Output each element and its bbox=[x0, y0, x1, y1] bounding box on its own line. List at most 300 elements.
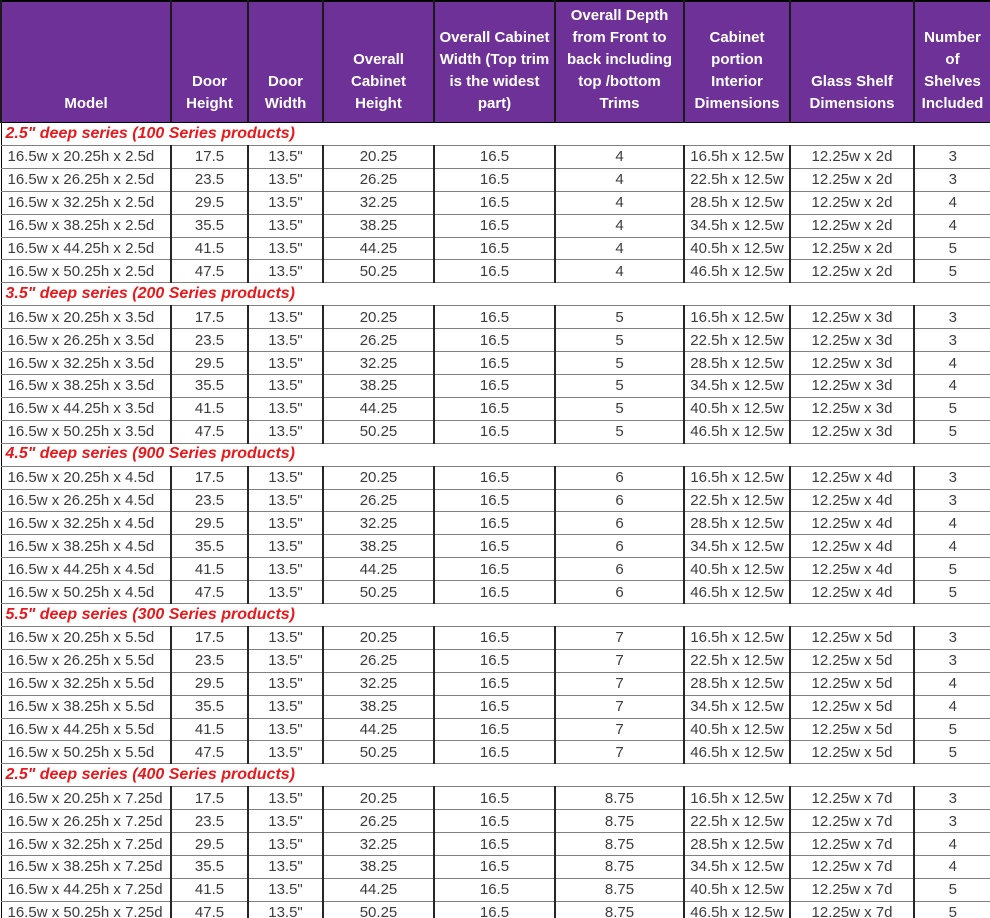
cell-overall-cabinet-width: 16.5 bbox=[434, 352, 555, 375]
cell-overall-cabinet-height: 44.25 bbox=[323, 397, 434, 420]
cell-overall-cabinet-height: 44.25 bbox=[323, 237, 434, 260]
cell-door-height: 29.5 bbox=[171, 833, 248, 856]
cell-overall-depth: 5 bbox=[555, 375, 684, 398]
cell-overall-cabinet-width: 16.5 bbox=[434, 260, 555, 283]
table-row bbox=[1, 168, 990, 191]
cell-overall-cabinet-width: 16.5 bbox=[434, 397, 555, 420]
cell-overall-cabinet-height: 26.25 bbox=[323, 649, 434, 672]
cell-door-width: 13.5" bbox=[248, 741, 323, 764]
cell-shelves-included: 4 bbox=[914, 856, 990, 879]
cell-door-height: 41.5 bbox=[171, 237, 248, 260]
cell-overall-cabinet-width: 16.5 bbox=[434, 695, 555, 718]
cell-door-height: 35.5 bbox=[171, 856, 248, 879]
table-row bbox=[1, 420, 990, 443]
table-row bbox=[1, 260, 990, 283]
section-title: 2.5" deep series (400 Series products) bbox=[1, 764, 990, 787]
cell-glass-shelf-dimensions: 12.25w x 2d bbox=[790, 191, 914, 214]
cell-overall-cabinet-height: 50.25 bbox=[323, 420, 434, 443]
cell-overall-cabinet-width: 16.5 bbox=[434, 214, 555, 237]
cell-overall-cabinet-width: 16.5 bbox=[434, 489, 555, 512]
cell-glass-shelf-dimensions: 12.25w x 2d bbox=[790, 237, 914, 260]
section-header-row bbox=[1, 283, 990, 306]
cell-shelves-included: 4 bbox=[914, 695, 990, 718]
cell-glass-shelf-dimensions: 12.25w x 7d bbox=[790, 901, 914, 918]
table-row bbox=[1, 833, 990, 856]
cell-shelves-included: 5 bbox=[914, 581, 990, 604]
cell-overall-cabinet-height: 38.25 bbox=[323, 695, 434, 718]
cell-door-height: 29.5 bbox=[171, 352, 248, 375]
cell-shelves-included: 4 bbox=[914, 375, 990, 398]
cell-interior-dimensions: 28.5h x 12.5w bbox=[684, 512, 790, 535]
cell-interior-dimensions: 16.5h x 12.5w bbox=[684, 146, 790, 169]
section-header-row bbox=[1, 764, 990, 787]
cell-model: 16.5w x 26.25h x 2.5d bbox=[1, 168, 171, 191]
cell-overall-cabinet-height: 32.25 bbox=[323, 191, 434, 214]
cell-door-width: 13.5" bbox=[248, 352, 323, 375]
cell-door-width: 13.5" bbox=[248, 306, 323, 329]
cell-overall-cabinet-width: 16.5 bbox=[434, 466, 555, 489]
cell-door-height: 47.5 bbox=[171, 901, 248, 918]
section-title: 4.5" deep series (900 Series products) bbox=[1, 443, 990, 466]
table-row bbox=[1, 535, 990, 558]
cell-overall-cabinet-width: 16.5 bbox=[434, 420, 555, 443]
cell-interior-dimensions: 22.5h x 12.5w bbox=[684, 649, 790, 672]
table-row bbox=[1, 649, 990, 672]
cell-model: 16.5w x 50.25h x 3.5d bbox=[1, 420, 171, 443]
cell-door-width: 13.5" bbox=[248, 833, 323, 856]
cell-overall-cabinet-height: 38.25 bbox=[323, 375, 434, 398]
cell-door-width: 13.5" bbox=[248, 901, 323, 918]
cell-overall-cabinet-width: 16.5 bbox=[434, 741, 555, 764]
cell-overall-cabinet-height: 26.25 bbox=[323, 329, 434, 352]
cell-door-width: 13.5" bbox=[248, 397, 323, 420]
cell-interior-dimensions: 46.5h x 12.5w bbox=[684, 581, 790, 604]
cell-interior-dimensions: 22.5h x 12.5w bbox=[684, 329, 790, 352]
cell-overall-depth: 7 bbox=[555, 718, 684, 741]
cell-overall-depth: 4 bbox=[555, 168, 684, 191]
cell-glass-shelf-dimensions: 12.25w x 7d bbox=[790, 856, 914, 879]
cell-door-height: 23.5 bbox=[171, 329, 248, 352]
section-title: 3.5" deep series (200 Series products) bbox=[1, 283, 990, 306]
cell-interior-dimensions: 34.5h x 12.5w bbox=[684, 856, 790, 879]
cell-door-height: 23.5 bbox=[171, 649, 248, 672]
cell-overall-cabinet-width: 16.5 bbox=[434, 581, 555, 604]
cell-shelves-included: 4 bbox=[914, 191, 990, 214]
section-header-row bbox=[1, 443, 990, 466]
table-row bbox=[1, 627, 990, 650]
table-row bbox=[1, 329, 990, 352]
cell-overall-cabinet-height: 50.25 bbox=[323, 901, 434, 918]
cell-door-width: 13.5" bbox=[248, 466, 323, 489]
cell-door-height: 47.5 bbox=[171, 260, 248, 283]
cell-glass-shelf-dimensions: 12.25w x 2d bbox=[790, 146, 914, 169]
cell-glass-shelf-dimensions: 12.25w x 3d bbox=[790, 375, 914, 398]
cell-interior-dimensions: 46.5h x 12.5w bbox=[684, 741, 790, 764]
cell-door-height: 47.5 bbox=[171, 420, 248, 443]
cell-interior-dimensions: 16.5h x 12.5w bbox=[684, 627, 790, 650]
table-row bbox=[1, 214, 990, 237]
cell-door-height: 17.5 bbox=[171, 627, 248, 650]
cell-overall-cabinet-height: 32.25 bbox=[323, 833, 434, 856]
cell-glass-shelf-dimensions: 12.25w x 5d bbox=[790, 741, 914, 764]
cell-overall-cabinet-width: 16.5 bbox=[434, 306, 555, 329]
cell-model: 16.5w x 50.25h x 5.5d bbox=[1, 741, 171, 764]
cell-overall-depth: 8.75 bbox=[555, 833, 684, 856]
cell-shelves-included: 3 bbox=[914, 649, 990, 672]
cell-overall-cabinet-height: 44.25 bbox=[323, 718, 434, 741]
cell-overall-cabinet-width: 16.5 bbox=[434, 146, 555, 169]
cell-overall-depth: 5 bbox=[555, 397, 684, 420]
cell-door-width: 13.5" bbox=[248, 535, 323, 558]
cell-door-width: 13.5" bbox=[248, 856, 323, 879]
cell-overall-cabinet-height: 32.25 bbox=[323, 512, 434, 535]
cell-shelves-included: 5 bbox=[914, 558, 990, 581]
cell-model: 16.5w x 44.25h x 2.5d bbox=[1, 237, 171, 260]
cell-model: 16.5w x 44.25h x 4.5d bbox=[1, 558, 171, 581]
table-row bbox=[1, 901, 990, 918]
cell-overall-depth: 6 bbox=[555, 512, 684, 535]
cell-interior-dimensions: 34.5h x 12.5w bbox=[684, 695, 790, 718]
cell-overall-cabinet-width: 16.5 bbox=[434, 787, 555, 810]
section-title: 2.5" deep series (100 Series products) bbox=[1, 123, 990, 146]
table-header bbox=[1, 1, 990, 123]
cell-glass-shelf-dimensions: 12.25w x 5d bbox=[790, 627, 914, 650]
cell-shelves-included: 5 bbox=[914, 237, 990, 260]
cell-shelves-included: 3 bbox=[914, 329, 990, 352]
table-row bbox=[1, 856, 990, 879]
header-row bbox=[1, 1, 990, 123]
cell-door-width: 13.5" bbox=[248, 627, 323, 650]
cell-door-width: 13.5" bbox=[248, 237, 323, 260]
cell-shelves-included: 3 bbox=[914, 787, 990, 810]
cell-glass-shelf-dimensions: 12.25w x 3d bbox=[790, 420, 914, 443]
cell-shelves-included: 3 bbox=[914, 146, 990, 169]
cell-interior-dimensions: 28.5h x 12.5w bbox=[684, 833, 790, 856]
cell-model: 16.5w x 44.25h x 5.5d bbox=[1, 718, 171, 741]
cell-overall-cabinet-width: 16.5 bbox=[434, 512, 555, 535]
table-row bbox=[1, 306, 990, 329]
cell-glass-shelf-dimensions: 12.25w x 3d bbox=[790, 352, 914, 375]
cell-shelves-included: 5 bbox=[914, 718, 990, 741]
cell-shelves-included: 4 bbox=[914, 672, 990, 695]
cell-overall-depth: 4 bbox=[555, 214, 684, 237]
cell-overall-cabinet-height: 44.25 bbox=[323, 558, 434, 581]
cell-model: 16.5w x 44.25h x 3.5d bbox=[1, 397, 171, 420]
column-header-door-height: Door Height bbox=[171, 1, 248, 123]
cell-door-width: 13.5" bbox=[248, 558, 323, 581]
cell-interior-dimensions: 40.5h x 12.5w bbox=[684, 878, 790, 901]
cell-door-width: 13.5" bbox=[248, 191, 323, 214]
cell-overall-cabinet-height: 38.25 bbox=[323, 856, 434, 879]
cell-interior-dimensions: 16.5h x 12.5w bbox=[684, 787, 790, 810]
cell-door-height: 35.5 bbox=[171, 214, 248, 237]
cell-overall-depth: 6 bbox=[555, 581, 684, 604]
cell-glass-shelf-dimensions: 12.25w x 4d bbox=[790, 512, 914, 535]
cell-interior-dimensions: 28.5h x 12.5w bbox=[684, 191, 790, 214]
cell-door-height: 23.5 bbox=[171, 489, 248, 512]
cell-door-height: 41.5 bbox=[171, 397, 248, 420]
cell-overall-cabinet-width: 16.5 bbox=[434, 535, 555, 558]
cell-door-width: 13.5" bbox=[248, 329, 323, 352]
cell-door-height: 41.5 bbox=[171, 558, 248, 581]
cell-door-width: 13.5" bbox=[248, 672, 323, 695]
cell-interior-dimensions: 40.5h x 12.5w bbox=[684, 397, 790, 420]
cell-interior-dimensions: 46.5h x 12.5w bbox=[684, 420, 790, 443]
cell-interior-dimensions: 40.5h x 12.5w bbox=[684, 558, 790, 581]
cell-glass-shelf-dimensions: 12.25w x 3d bbox=[790, 397, 914, 420]
table-row bbox=[1, 741, 990, 764]
cell-door-width: 13.5" bbox=[248, 649, 323, 672]
column-header-interior-dimensions: Cabinet portion Interior Dimensions bbox=[684, 1, 790, 123]
cell-overall-cabinet-height: 50.25 bbox=[323, 260, 434, 283]
cell-interior-dimensions: 16.5h x 12.5w bbox=[684, 466, 790, 489]
table-row bbox=[1, 489, 990, 512]
cell-shelves-included: 5 bbox=[914, 741, 990, 764]
cell-overall-cabinet-width: 16.5 bbox=[434, 878, 555, 901]
cell-shelves-included: 3 bbox=[914, 306, 990, 329]
cell-interior-dimensions: 22.5h x 12.5w bbox=[684, 168, 790, 191]
table-row bbox=[1, 695, 990, 718]
cell-model: 16.5w x 38.25h x 3.5d bbox=[1, 375, 171, 398]
cell-door-height: 17.5 bbox=[171, 306, 248, 329]
cell-door-height: 17.5 bbox=[171, 466, 248, 489]
cell-model: 16.5w x 26.25h x 3.5d bbox=[1, 329, 171, 352]
cell-overall-depth: 5 bbox=[555, 420, 684, 443]
cell-door-width: 13.5" bbox=[248, 787, 323, 810]
cell-model: 16.5w x 50.25h x 4.5d bbox=[1, 581, 171, 604]
column-header-door-width: Door Width bbox=[248, 1, 323, 123]
cell-overall-cabinet-width: 16.5 bbox=[434, 375, 555, 398]
cell-model: 16.5w x 38.25h x 4.5d bbox=[1, 535, 171, 558]
cell-glass-shelf-dimensions: 12.25w x 2d bbox=[790, 214, 914, 237]
table-row bbox=[1, 787, 990, 810]
table-row bbox=[1, 810, 990, 833]
cell-overall-depth: 7 bbox=[555, 649, 684, 672]
cell-overall-depth: 7 bbox=[555, 741, 684, 764]
cell-shelves-included: 4 bbox=[914, 512, 990, 535]
cell-glass-shelf-dimensions: 12.25w x 4d bbox=[790, 581, 914, 604]
cell-overall-cabinet-height: 26.25 bbox=[323, 489, 434, 512]
cell-door-width: 13.5" bbox=[248, 375, 323, 398]
cell-door-width: 13.5" bbox=[248, 695, 323, 718]
cell-glass-shelf-dimensions: 12.25w x 2d bbox=[790, 168, 914, 191]
cell-model: 16.5w x 38.25h x 2.5d bbox=[1, 214, 171, 237]
cell-overall-depth: 6 bbox=[555, 558, 684, 581]
cell-overall-depth: 8.75 bbox=[555, 901, 684, 918]
cell-interior-dimensions: 46.5h x 12.5w bbox=[684, 901, 790, 918]
cell-shelves-included: 3 bbox=[914, 810, 990, 833]
cell-model: 16.5w x 20.25h x 2.5d bbox=[1, 146, 171, 169]
cell-overall-cabinet-width: 16.5 bbox=[434, 191, 555, 214]
cell-model: 16.5w x 26.25h x 4.5d bbox=[1, 489, 171, 512]
cell-interior-dimensions: 34.5h x 12.5w bbox=[684, 375, 790, 398]
cell-model: 16.5w x 20.25h x 5.5d bbox=[1, 627, 171, 650]
cell-model: 16.5w x 50.25h x 7.25d bbox=[1, 901, 171, 918]
cell-overall-cabinet-height: 26.25 bbox=[323, 168, 434, 191]
cell-glass-shelf-dimensions: 12.25w x 3d bbox=[790, 329, 914, 352]
cell-glass-shelf-dimensions: 12.25w x 5d bbox=[790, 672, 914, 695]
cell-shelves-included: 4 bbox=[914, 352, 990, 375]
cell-overall-cabinet-width: 16.5 bbox=[434, 901, 555, 918]
cell-overall-depth: 8.75 bbox=[555, 810, 684, 833]
cell-shelves-included: 3 bbox=[914, 489, 990, 512]
cell-model: 16.5w x 32.25h x 2.5d bbox=[1, 191, 171, 214]
cell-glass-shelf-dimensions: 12.25w x 5d bbox=[790, 649, 914, 672]
column-header-overall-depth: Overall Depth from Front to back including top /bottom Trims bbox=[555, 1, 684, 123]
column-header-overall-cabinet-width: Overall Cabinet Width (Top trim is the widest part) bbox=[434, 1, 555, 123]
cell-shelves-included: 5 bbox=[914, 420, 990, 443]
cell-overall-cabinet-height: 50.25 bbox=[323, 581, 434, 604]
cell-glass-shelf-dimensions: 12.25w x 7d bbox=[790, 833, 914, 856]
table-row bbox=[1, 146, 990, 169]
cell-interior-dimensions: 22.5h x 12.5w bbox=[684, 810, 790, 833]
cell-overall-cabinet-width: 16.5 bbox=[434, 649, 555, 672]
table-row bbox=[1, 397, 990, 420]
cell-model: 16.5w x 20.25h x 3.5d bbox=[1, 306, 171, 329]
column-header-model: Model bbox=[1, 1, 171, 123]
cell-overall-depth: 7 bbox=[555, 672, 684, 695]
cell-door-height: 29.5 bbox=[171, 672, 248, 695]
cell-door-width: 13.5" bbox=[248, 512, 323, 535]
cell-door-height: 29.5 bbox=[171, 512, 248, 535]
cell-overall-depth: 8.75 bbox=[555, 787, 684, 810]
cell-door-width: 13.5" bbox=[248, 420, 323, 443]
cell-glass-shelf-dimensions: 12.25w x 3d bbox=[790, 306, 914, 329]
cell-shelves-included: 4 bbox=[914, 214, 990, 237]
cell-shelves-included: 5 bbox=[914, 878, 990, 901]
cell-overall-cabinet-height: 20.25 bbox=[323, 627, 434, 650]
table-row bbox=[1, 718, 990, 741]
cell-overall-depth: 5 bbox=[555, 306, 684, 329]
section-header-row bbox=[1, 604, 990, 627]
cell-shelves-included: 3 bbox=[914, 168, 990, 191]
cell-door-width: 13.5" bbox=[248, 878, 323, 901]
cell-model: 16.5w x 38.25h x 5.5d bbox=[1, 695, 171, 718]
cell-door-width: 13.5" bbox=[248, 581, 323, 604]
cell-door-height: 47.5 bbox=[171, 741, 248, 764]
cell-overall-depth: 8.75 bbox=[555, 878, 684, 901]
cell-overall-depth: 8.75 bbox=[555, 856, 684, 879]
cell-overall-depth: 5 bbox=[555, 352, 684, 375]
cell-overall-cabinet-height: 38.25 bbox=[323, 535, 434, 558]
cell-door-height: 17.5 bbox=[171, 146, 248, 169]
cell-overall-depth: 6 bbox=[555, 466, 684, 489]
cell-glass-shelf-dimensions: 12.25w x 5d bbox=[790, 718, 914, 741]
cell-model: 16.5w x 32.25h x 3.5d bbox=[1, 352, 171, 375]
cell-glass-shelf-dimensions: 12.25w x 2d bbox=[790, 260, 914, 283]
cell-door-height: 35.5 bbox=[171, 695, 248, 718]
cell-overall-cabinet-height: 50.25 bbox=[323, 741, 434, 764]
cell-door-height: 17.5 bbox=[171, 787, 248, 810]
cell-glass-shelf-dimensions: 12.25w x 7d bbox=[790, 787, 914, 810]
section-title: 5.5" deep series (300 Series products) bbox=[1, 604, 990, 627]
cell-door-height: 35.5 bbox=[171, 535, 248, 558]
cell-overall-cabinet-width: 16.5 bbox=[434, 718, 555, 741]
cell-overall-cabinet-width: 16.5 bbox=[434, 627, 555, 650]
cell-overall-depth: 5 bbox=[555, 329, 684, 352]
cell-glass-shelf-dimensions: 12.25w x 4d bbox=[790, 489, 914, 512]
cell-overall-depth: 7 bbox=[555, 627, 684, 650]
cell-overall-cabinet-height: 20.25 bbox=[323, 466, 434, 489]
cell-glass-shelf-dimensions: 12.25w x 4d bbox=[790, 466, 914, 489]
cell-glass-shelf-dimensions: 12.25w x 7d bbox=[790, 878, 914, 901]
column-header-overall-cabinet-height: Overall Cabinet Height bbox=[323, 1, 434, 123]
table-row bbox=[1, 352, 990, 375]
column-header-shelves-included: Number of Shelves Included bbox=[914, 1, 990, 123]
cell-overall-cabinet-height: 32.25 bbox=[323, 352, 434, 375]
cell-model: 16.5w x 32.25h x 5.5d bbox=[1, 672, 171, 695]
cell-door-height: 41.5 bbox=[171, 878, 248, 901]
cell-door-height: 41.5 bbox=[171, 718, 248, 741]
cell-overall-cabinet-width: 16.5 bbox=[434, 833, 555, 856]
cell-interior-dimensions: 34.5h x 12.5w bbox=[684, 214, 790, 237]
cell-model: 16.5w x 44.25h x 7.25d bbox=[1, 878, 171, 901]
cell-interior-dimensions: 46.5h x 12.5w bbox=[684, 260, 790, 283]
cell-shelves-included: 3 bbox=[914, 466, 990, 489]
cell-overall-depth: 4 bbox=[555, 191, 684, 214]
cell-door-width: 13.5" bbox=[248, 810, 323, 833]
table-row bbox=[1, 581, 990, 604]
cell-overall-cabinet-height: 20.25 bbox=[323, 306, 434, 329]
cell-door-height: 47.5 bbox=[171, 581, 248, 604]
cell-glass-shelf-dimensions: 12.25w x 5d bbox=[790, 695, 914, 718]
cell-glass-shelf-dimensions: 12.25w x 4d bbox=[790, 558, 914, 581]
cell-glass-shelf-dimensions: 12.25w x 7d bbox=[790, 810, 914, 833]
table-row bbox=[1, 237, 990, 260]
cell-interior-dimensions: 16.5h x 12.5w bbox=[684, 306, 790, 329]
cell-overall-cabinet-height: 32.25 bbox=[323, 672, 434, 695]
cell-overall-depth: 4 bbox=[555, 146, 684, 169]
cell-overall-cabinet-width: 16.5 bbox=[434, 329, 555, 352]
cell-door-width: 13.5" bbox=[248, 489, 323, 512]
cell-model: 16.5w x 20.25h x 4.5d bbox=[1, 466, 171, 489]
cell-door-height: 35.5 bbox=[171, 375, 248, 398]
cell-overall-depth: 6 bbox=[555, 535, 684, 558]
cell-shelves-included: 5 bbox=[914, 901, 990, 918]
cell-overall-cabinet-height: 44.25 bbox=[323, 878, 434, 901]
cell-overall-cabinet-height: 38.25 bbox=[323, 214, 434, 237]
cell-interior-dimensions: 28.5h x 12.5w bbox=[684, 672, 790, 695]
cell-door-width: 13.5" bbox=[248, 718, 323, 741]
cell-door-width: 13.5" bbox=[248, 146, 323, 169]
cell-shelves-included: 5 bbox=[914, 397, 990, 420]
cell-interior-dimensions: 40.5h x 12.5w bbox=[684, 718, 790, 741]
cell-overall-cabinet-height: 20.25 bbox=[323, 787, 434, 810]
cell-overall-cabinet-height: 26.25 bbox=[323, 810, 434, 833]
cell-shelves-included: 3 bbox=[914, 627, 990, 650]
cell-shelves-included: 4 bbox=[914, 535, 990, 558]
cell-model: 16.5w x 50.25h x 2.5d bbox=[1, 260, 171, 283]
cell-interior-dimensions: 34.5h x 12.5w bbox=[684, 535, 790, 558]
section-header-row bbox=[1, 123, 990, 146]
cell-model: 16.5w x 38.25h x 7.25d bbox=[1, 856, 171, 879]
cell-overall-cabinet-width: 16.5 bbox=[434, 810, 555, 833]
cell-door-width: 13.5" bbox=[248, 168, 323, 191]
cell-overall-depth: 4 bbox=[555, 237, 684, 260]
table-body bbox=[1, 123, 990, 918]
cell-door-width: 13.5" bbox=[248, 260, 323, 283]
table-row bbox=[1, 375, 990, 398]
cell-model: 16.5w x 26.25h x 7.25d bbox=[1, 810, 171, 833]
cell-door-width: 13.5" bbox=[248, 214, 323, 237]
cell-model: 16.5w x 32.25h x 7.25d bbox=[1, 833, 171, 856]
table-row bbox=[1, 878, 990, 901]
column-header-glass-shelf-dimensions: Glass Shelf Dimensions bbox=[790, 1, 914, 123]
table-row bbox=[1, 672, 990, 695]
cell-overall-cabinet-width: 16.5 bbox=[434, 558, 555, 581]
cell-model: 16.5w x 32.25h x 4.5d bbox=[1, 512, 171, 535]
cell-overall-cabinet-width: 16.5 bbox=[434, 168, 555, 191]
